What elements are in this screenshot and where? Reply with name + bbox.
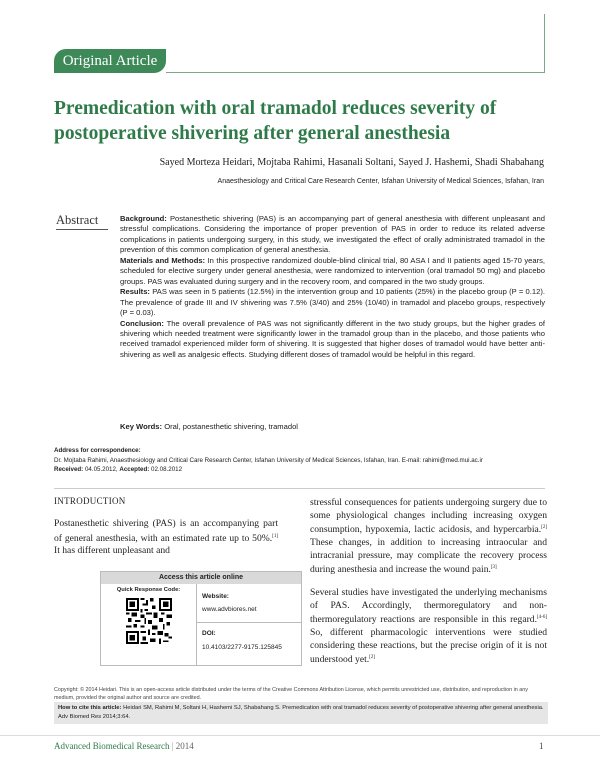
dates: Received: 04.05.2012, Accepted: 02.08.2012: [54, 466, 183, 473]
citation-box: [54, 702, 548, 724]
abstract-label: Abstract: [56, 213, 99, 227]
keywords: Key Words: Oral, postanesthetic shivering, tramadol: [120, 422, 298, 431]
abstract-body: [120, 214, 545, 360]
article-type-badge: Original Article: [54, 49, 166, 73]
page-number: 1: [539, 741, 544, 751]
correspondence: [54, 446, 554, 475]
header-rule-vertical: [544, 14, 545, 73]
access-online-box: [100, 571, 302, 666]
qr-code-icon[interactable]: [126, 598, 172, 644]
footer-journal: Advanced Biomedical Research | 2014: [54, 741, 194, 751]
intro-column-1: Postanesthetic shivering (PAS) is an accompanying part of general anesthesia, with an estimated rate up to 50%.[1] It has different unpleasant and: [54, 518, 278, 557]
correspondence-text: Dr. Mojtaba Rahimi, Anaesthesiology and Critical Care Research Center, Isfahan University of Medical Sciences, Isfahan, Iran. E-mail: rahimi@med.mui.ac.ir: [54, 456, 483, 464]
footer-rule: [0, 735, 600, 736]
article-title: Premedication with oral tramadol reduces severity of postoperative shivering after general anesthesia: [54, 98, 497, 144]
abstract-conclusion: Conclusion: The overall prevalence of PAS was not significantly different in the two study groups, but the higher grades of shivering which needed treatment were significantly lower in the tramadol group than in the placebo, and those patients who received tramadol experienced milder form of shivering. It is suggested that higher doses of tramadol would have better anti-shivering as well as analgesic effects. Studying different doses of tramadol would be helpful in this regard.: [120, 318, 545, 359]
section-divider: [54, 488, 545, 489]
doi-link[interactable]: 10.4103/2277-9175.125845: [202, 644, 282, 651]
abstract-results: Results: PAS was seen in 5 patients (12.5%) in the intervention group and 10 patients (25%) in the placebo group (P = 0.12). The prevalence of grade III and IV shivering was 7.5% (3/40) and 25% (10/40) in tramadol and placebo groups, respectively (P = 0.03).: [120, 287, 545, 318]
box-divider: [196, 584, 197, 665]
header-rule: [166, 72, 544, 73]
affiliation: Anaesthesiology and Critical Care Research Center, Isfahan University of Medical Sciences, Isfahan, Iran: [217, 178, 544, 185]
doi-label: DOI:: [202, 630, 216, 637]
qr-label: Quick Response Code:: [116, 587, 181, 593]
abstract-background: Background: Postanesthetic shivering (PAS) is an accompanying part of general anesthesia with different unpleasant and stressful complications. Considering the importance of proper prevention of PAS in order to reduce its related adverse complications in patients undergoing surgery, in this study, we investigated the effect of orally administrated tramadol in the prevention of this common complication of general anesthesia.: [120, 214, 545, 255]
intro-column-2: stressful consequences for patients undergoing surgery due to some physiological changes including increasing oxygen consumption, hypoxemia, lactic acidosis, and hypercarbia.[2] These changes, in addition to increasing intraocular and intracranial pressure, may complicate the recovery process during anesthesia and increase the wound pain.[3] Several studies have investigated the underlying mechanisms of PAS. Accordingly, thermoregulatory and non-thermoregulatory reactions are responsible in this regard.[4-6] So, different pharmacologic interventions were studied considering these reactions, but the precise origin of it is not understood yet.[2]: [310, 497, 547, 666]
correspondence-label: Address for correspondence:: [54, 447, 141, 454]
section-heading-introduction: INTRODUCTION: [54, 496, 126, 506]
abstract-methods: Materials and Methods: In this prospective randomized double-blind clinical trial, 80 ASA I and II patients aged 15-70 years, scheduled for elective surgery under general anesthesia, were randomized to intervention (oral tramadol 50 mg) and placebo groups. PAS was evaluated during surgery and in the recovery room, and compared in the two study groups.: [120, 255, 545, 286]
authors: Sayed Morteza Heidari, Mojtaba Rahimi, Hasanali Soltani, Sayed J. Hashemi, Shadi Shabahang: [159, 157, 544, 168]
access-box-header: Access this article online: [101, 572, 301, 584]
copyright-notice: Copyright: © 2014 Heidari. This is an open-access article distributed under the terms of the Creative Commons Attribution License, which permits unrestricted use, distribution, and reproduction in any medium, provided the original author and source are credited.: [54, 687, 528, 701]
website-link[interactable]: www.advbiores.net: [202, 606, 257, 613]
box-divider: [197, 622, 301, 623]
abstract-label-underline: [56, 229, 108, 230]
website-label: Website:: [202, 593, 229, 600]
citation-text: How to cite this article: Heidari SM, Rahimi M, Soltani H, Hashemi SJ, Shabahang S. Premedication with oral tramadol reduces severity of postoperative shivering after general anesthesia. Adv Biomed Res 2014;3:64.: [58, 705, 544, 720]
